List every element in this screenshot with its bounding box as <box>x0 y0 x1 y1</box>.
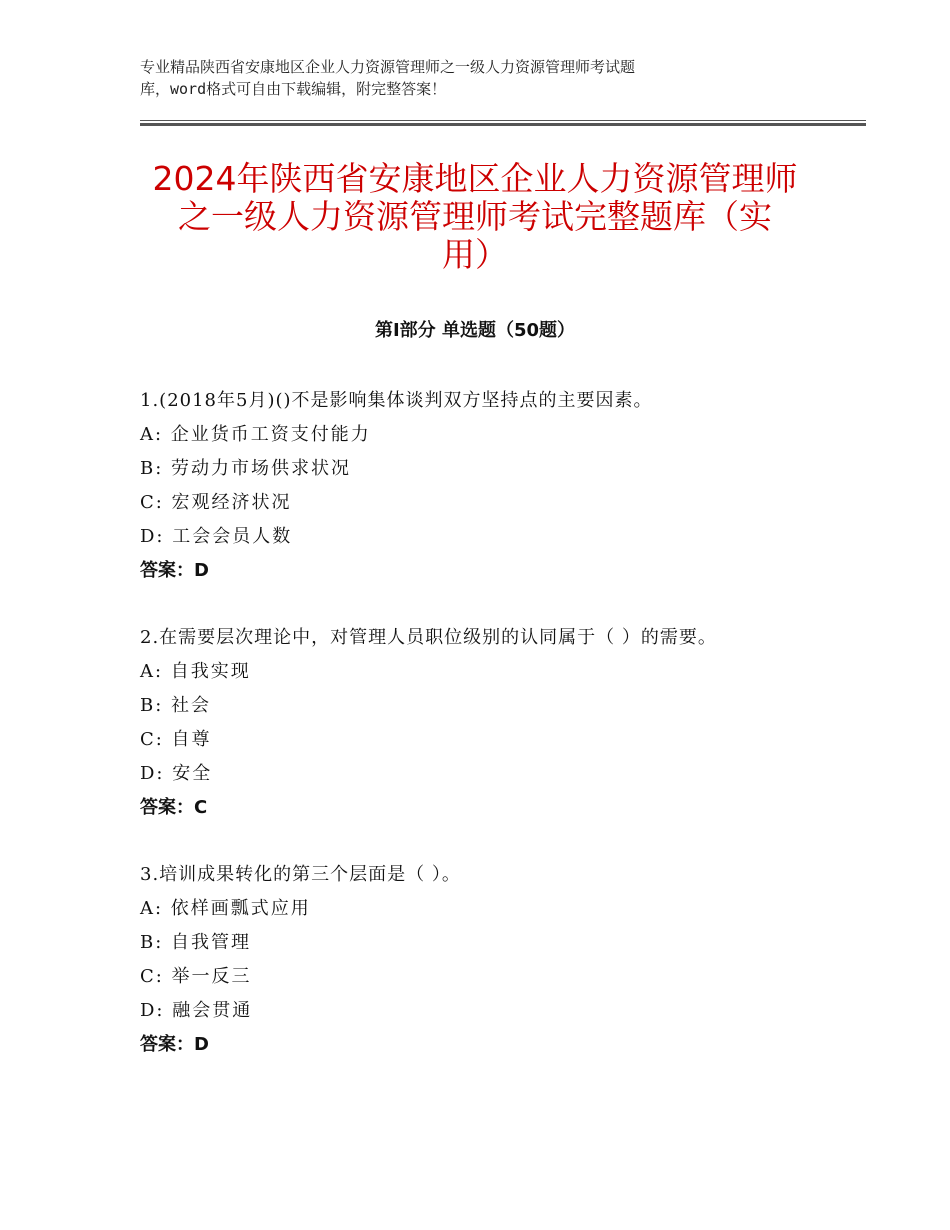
option-b: B: 自我管理 <box>140 932 252 953</box>
answer: 答案：D <box>140 560 209 581</box>
header-divider-bottom <box>140 123 866 126</box>
option-b: B: 社会 <box>140 695 212 716</box>
option-c: C: 举一反三 <box>140 966 252 987</box>
document-title-line-3: 用） <box>442 235 508 274</box>
question-stem: 1.(2018年5月)()不是影响集体谈判双方坚持点的主要因素。 <box>140 390 653 411</box>
option-b: B: 劳动力市场供求状况 <box>140 458 352 479</box>
question-1 <box>140 384 860 588</box>
option-d: D: 工会会员人数 <box>140 526 293 547</box>
header-note-line-1: 专业精品陕西省安康地区企业人力资源管理师之一级人力资源管理师考试题 <box>140 58 636 76</box>
document-title <box>120 160 830 274</box>
option-d: D: 安全 <box>140 763 213 784</box>
question-stem: 3.培训成果转化的第三个层面是（ ）。 <box>140 864 461 885</box>
option-a: A: 自我实现 <box>140 661 251 682</box>
option-a: A: 依样画瓢式应用 <box>140 898 311 919</box>
document-title-line-2: 之一级人力资源管理师考试完整题库（实 <box>178 197 772 236</box>
header-note-line-2: 库，word格式可自由下载编辑，附完整答案！ <box>140 80 447 98</box>
answer: 答案：C <box>140 797 208 818</box>
option-c: C: 自尊 <box>140 729 212 750</box>
answer: 答案：D <box>140 1034 209 1055</box>
header-note <box>140 56 840 100</box>
question-2 <box>140 621 860 825</box>
question-3 <box>140 858 860 1062</box>
header-divider-top <box>140 120 866 121</box>
section-title: 第Ⅰ部分 单选题（50题） <box>374 320 575 341</box>
question-stem: 2.在需要层次理论中，对管理人员职位级别的认同属于（ ）的需要。 <box>140 627 717 648</box>
option-d: D: 融会贯通 <box>140 1000 253 1021</box>
document-title-line-1: 2024年陕西省安康地区企业人力资源管理师 <box>152 159 798 198</box>
option-a: A: 企业货币工资支付能力 <box>140 424 371 445</box>
option-c: C: 宏观经济状况 <box>140 492 292 513</box>
question-list <box>140 384 860 1095</box>
